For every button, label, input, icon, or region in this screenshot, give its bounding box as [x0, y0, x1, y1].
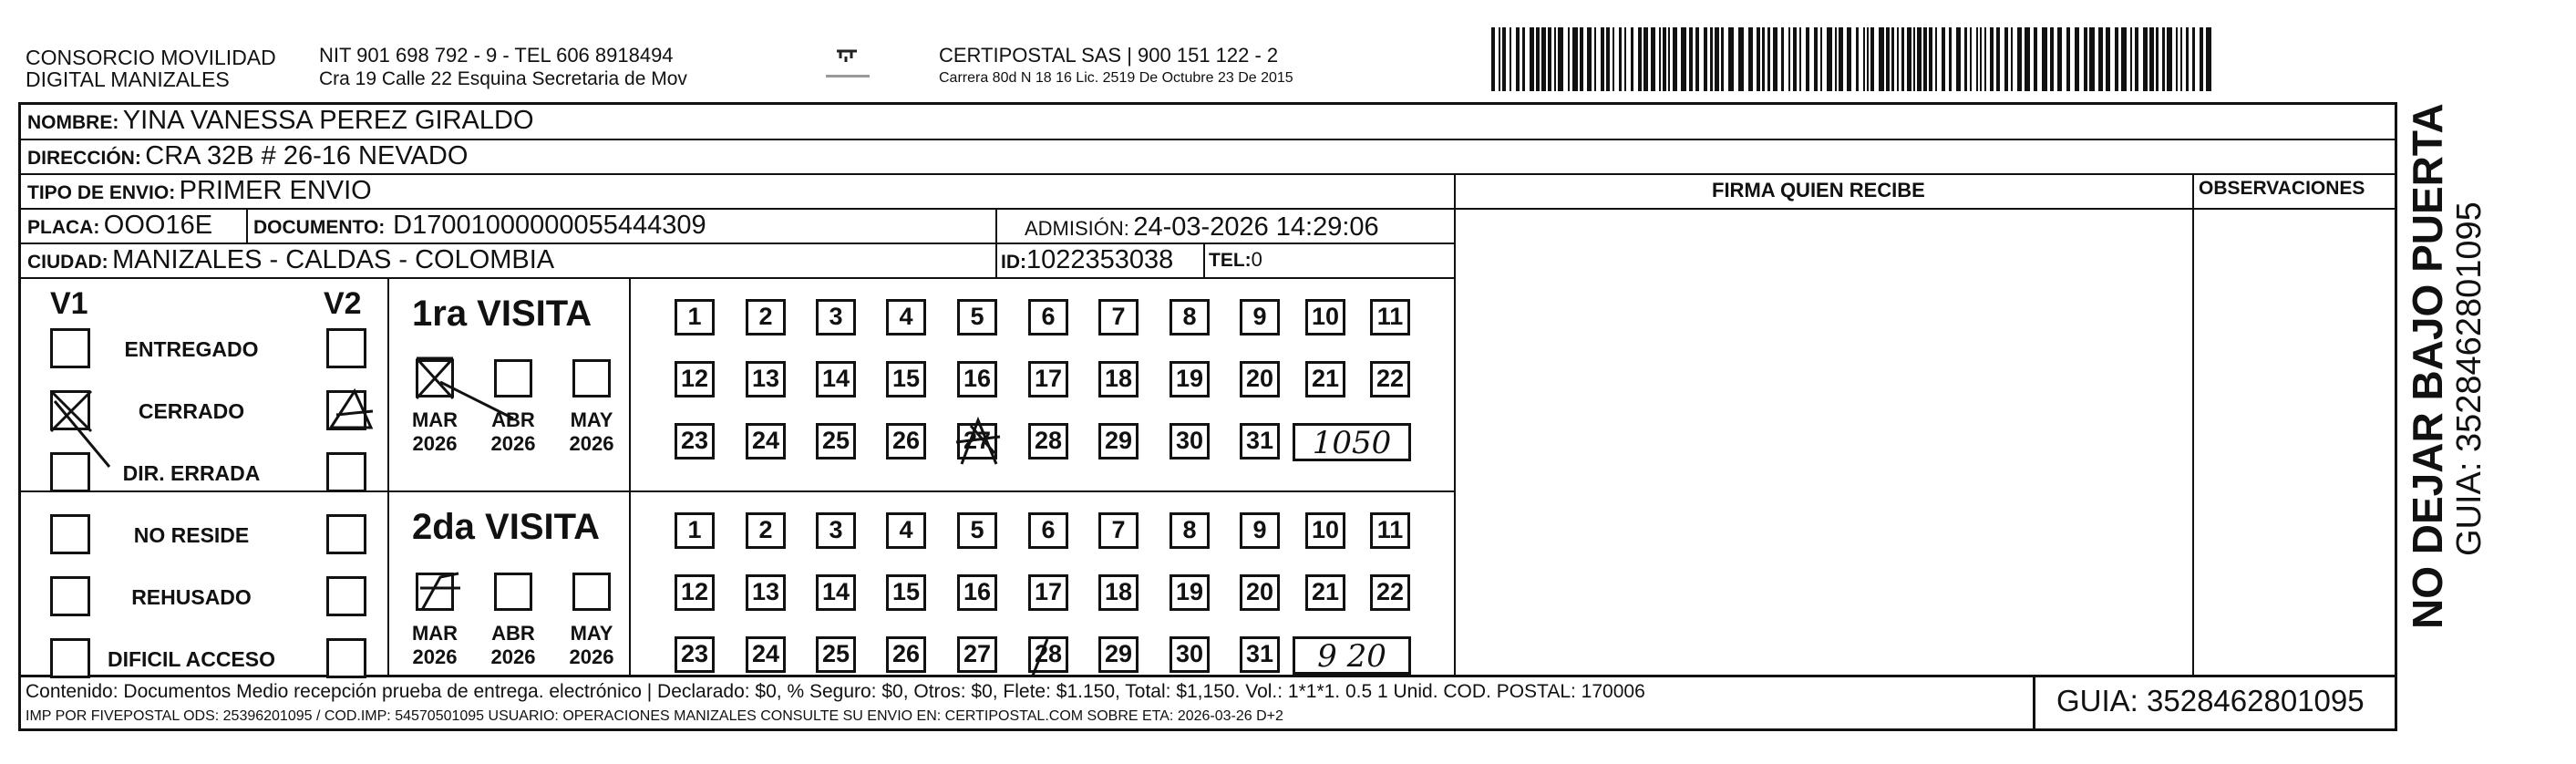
day-box-5[interactable]: 5 [957, 299, 997, 336]
day-box-3[interactable]: 3 [816, 299, 856, 336]
status-option-label: ENTREGADO [124, 337, 259, 361]
day-box-14[interactable]: 14 [816, 574, 856, 611]
day-box-25[interactable]: 25 [816, 423, 856, 459]
id-value: 1022353038 [1026, 245, 1174, 274]
status-option-label: CERRADO [138, 399, 245, 423]
day-box-22[interactable]: 22 [1370, 574, 1410, 611]
day-box-4[interactable]: 4 [886, 299, 926, 336]
month-year: 2026 [569, 432, 614, 455]
direccion-label: DIRECCIÓN: [27, 148, 141, 169]
month-label: MAR [411, 408, 459, 431]
footer-imp: IMP POR FIVEPOSTAL ODS: 25396201095 / COD.IMP: 54570501095 USUARIO: OPERACIONES MANIZALES CONSULTE SU ENVIO EN: CERTIPOSTAL.COM SOBRE ETA: 2026-03-26 D+2 [26, 708, 1283, 724]
day-box-27[interactable]: 27 [957, 423, 997, 459]
month-label: MAY [570, 408, 613, 431]
day-box-4[interactable]: 4 [886, 512, 926, 549]
day-box-10[interactable]: 10 [1305, 512, 1345, 549]
v2-checkbox[interactable] [326, 638, 366, 678]
courier-license: Carrera 80d N 18 16 Lic. 2519 De Octubre 23 De 2015 [939, 70, 1293, 86]
day-box-8[interactable]: 8 [1170, 299, 1210, 336]
month-checkbox[interactable] [416, 573, 454, 611]
day-box-12[interactable]: 12 [675, 574, 715, 611]
day-box-11[interactable]: 11 [1370, 299, 1410, 336]
day-box-15[interactable]: 15 [886, 574, 926, 611]
day-box-16[interactable]: 16 [957, 361, 997, 397]
day-box-9[interactable]: 9 [1240, 512, 1280, 549]
day-box-11[interactable]: 11 [1370, 512, 1410, 549]
placa-label: PLACA: [27, 217, 100, 238]
day-box-3[interactable]: 3 [816, 512, 856, 549]
nombre-value: YINA VANESSA PEREZ GIRALDO [122, 106, 534, 135]
day-box-26[interactable]: 26 [886, 423, 926, 459]
direccion-value: CRA 32B # 26-16 NEVADO [145, 141, 469, 170]
day-box-21[interactable]: 21 [1305, 574, 1345, 611]
status-option-label: DIR. ERRADA [122, 461, 261, 485]
tipo-envio-field [27, 178, 372, 204]
month-checkbox[interactable] [572, 573, 611, 611]
month-checkbox[interactable] [494, 573, 532, 611]
day-box-13[interactable]: 13 [746, 574, 786, 611]
admision-value: 24-03-2026 14:29:06 [1133, 212, 1379, 242]
month-year: 2026 [569, 645, 614, 668]
day-box-8[interactable]: 8 [1170, 512, 1210, 549]
side-warning: NO DEJAR BAJO PUERTA [2404, 103, 2451, 629]
day-box-6[interactable]: 6 [1028, 512, 1068, 549]
company-address: Cra 19 Calle 22 Esquina Secretaria de Mov [319, 68, 687, 89]
documento-value: D17001000000055444309 [393, 211, 706, 240]
tel-field [1209, 250, 1262, 270]
day-box-24[interactable]: 24 [746, 423, 786, 459]
footer-contenido: Contenido: Documentos Medio recepción prueba de entrega. electrónico | Declarado: $0, % Seguro: $0, Otros: $0, Flete: $1.150, Total: $1,150. Vol.: 1*1*1. 0.5 1 Unid. COD. POSTAL: 170006 [26, 681, 1645, 702]
company-name-line2: DIGITAL MANIZALES [26, 67, 230, 91]
day-box-15[interactable]: 15 [886, 361, 926, 397]
side-guia: GUIA: 3528462801095 [2450, 201, 2488, 556]
status-option-label: DIFICIL ACCESO [107, 647, 275, 671]
firma-heading: FIRMA QUIEN RECIBE [1712, 179, 1925, 201]
month-label: ABR [491, 408, 535, 431]
ciudad-label: CIUDAD: [27, 252, 108, 273]
footer-guia: GUIA: 3528462801095 [2056, 684, 2365, 718]
visit-title: 2da VISITA [412, 507, 600, 547]
day-box-27[interactable]: 27 [957, 636, 997, 673]
day-box-1[interactable]: 1 [675, 512, 715, 549]
month-label: ABR [491, 622, 535, 645]
month-year: 2026 [412, 645, 458, 668]
v2-heading: V2 [324, 286, 362, 321]
day-box-30[interactable]: 30 [1170, 636, 1210, 673]
day-box-23[interactable]: 23 [675, 636, 715, 673]
admision-label: ADMISIÓN: [1025, 217, 1129, 240]
barcode [1491, 27, 2221, 95]
day-box-29[interactable]: 29 [1098, 423, 1139, 459]
month-label: MAR [411, 622, 459, 645]
day-box-2[interactable]: 2 [746, 299, 786, 336]
day-box-12[interactable]: 12 [675, 361, 715, 397]
day-box-19[interactable]: 19 [1170, 574, 1210, 611]
id-field [1001, 247, 1173, 274]
v2-checkbox[interactable] [326, 328, 366, 368]
v2-checkbox[interactable] [326, 390, 366, 430]
ciudad-field [27, 247, 554, 274]
month-checkbox[interactable] [572, 359, 611, 397]
company-name-line1: CONSORCIO MOVILIDAD [26, 46, 276, 69]
day-box-7[interactable]: 7 [1098, 299, 1139, 336]
placa-value: OOO16E [103, 211, 213, 240]
placa-field [27, 212, 212, 239]
day-box-20[interactable]: 20 [1240, 574, 1280, 611]
day-box-7[interactable]: 7 [1098, 512, 1139, 549]
observations-area[interactable] [2194, 208, 2395, 673]
direccion-field [27, 143, 468, 170]
day-box-5[interactable]: 5 [957, 512, 997, 549]
v2-checkbox[interactable] [326, 514, 366, 554]
company-nit: NIT 901 698 792 - 9 - TEL 606 8918494 [319, 44, 674, 67]
month-year: 2026 [490, 645, 536, 668]
day-box-18[interactable]: 18 [1098, 361, 1139, 397]
day-box-31[interactable]: 31 [1240, 636, 1280, 673]
day-box-24[interactable]: 24 [746, 636, 786, 673]
status-option-label: NO RESIDE [133, 523, 250, 547]
day-box-25[interactable]: 25 [816, 636, 856, 673]
nombre-field [27, 108, 534, 134]
day-box-28[interactable]: 28 [1028, 636, 1068, 673]
documento-label: DOCUMENTO: [253, 217, 386, 238]
day-box-17[interactable]: 17 [1028, 361, 1068, 397]
month-year: 2026 [412, 432, 458, 455]
ciudad-value: MANIZALES - CALDAS - COLOMBIA [112, 245, 555, 274]
month-label: MAY [570, 622, 613, 645]
month-checkbox[interactable] [494, 359, 532, 397]
day-box-6[interactable]: 6 [1028, 299, 1068, 336]
day-box-21[interactable]: 21 [1305, 361, 1345, 397]
tel-label: TEL: [1209, 250, 1252, 271]
day-box-29[interactable]: 29 [1098, 636, 1139, 673]
handwritten-time-note: 1050 [1293, 423, 1411, 461]
documento-field [253, 212, 706, 239]
tipo-envio-value: PRIMER ENVIO [179, 176, 372, 205]
day-box-26[interactable]: 26 [886, 636, 926, 673]
handwritten-time-note: 9 20 [1293, 636, 1411, 675]
observaciones-heading: OBSERVACIONES [2199, 178, 2365, 199]
day-box-20[interactable]: 20 [1240, 361, 1280, 397]
day-box-2[interactable]: 2 [746, 512, 786, 549]
courier-logo-icon [820, 47, 875, 84]
id-label: ID: [1001, 252, 1026, 273]
tipo-envio-label: TIPO DE ENVIO: [27, 182, 176, 203]
day-box-13[interactable]: 13 [746, 361, 786, 397]
month-checkbox[interactable] [416, 359, 454, 397]
day-box-22[interactable]: 22 [1370, 361, 1410, 397]
day-box-14[interactable]: 14 [816, 361, 856, 397]
v2-checkbox[interactable] [326, 576, 366, 616]
signature-area[interactable] [1456, 208, 2190, 673]
month-year: 2026 [490, 432, 536, 455]
day-box-18[interactable]: 18 [1098, 574, 1139, 611]
day-box-28[interactable]: 28 [1028, 423, 1068, 459]
status-option-label: REHUSADO [131, 585, 252, 609]
tel-value: 0 [1251, 248, 1262, 271]
courier-name: CERTIPOSTAL SAS | 900 151 122 - 2 [939, 44, 1279, 67]
day-box-23[interactable]: 23 [675, 423, 715, 459]
day-box-17[interactable]: 17 [1028, 574, 1068, 611]
day-box-1[interactable]: 1 [675, 299, 715, 336]
day-box-9[interactable]: 9 [1240, 299, 1280, 336]
nombre-label: NOMBRE: [27, 112, 119, 133]
day-box-31[interactable]: 31 [1240, 423, 1280, 459]
admision-field [1025, 214, 1379, 241]
visit-title: 1ra VISITA [412, 294, 592, 334]
day-box-19[interactable]: 19 [1170, 361, 1210, 397]
day-box-16[interactable]: 16 [957, 574, 997, 611]
v2-checkbox[interactable] [326, 452, 366, 492]
v1-heading: V1 [50, 286, 88, 321]
day-box-30[interactable]: 30 [1170, 423, 1210, 459]
day-box-10[interactable]: 10 [1305, 299, 1345, 336]
